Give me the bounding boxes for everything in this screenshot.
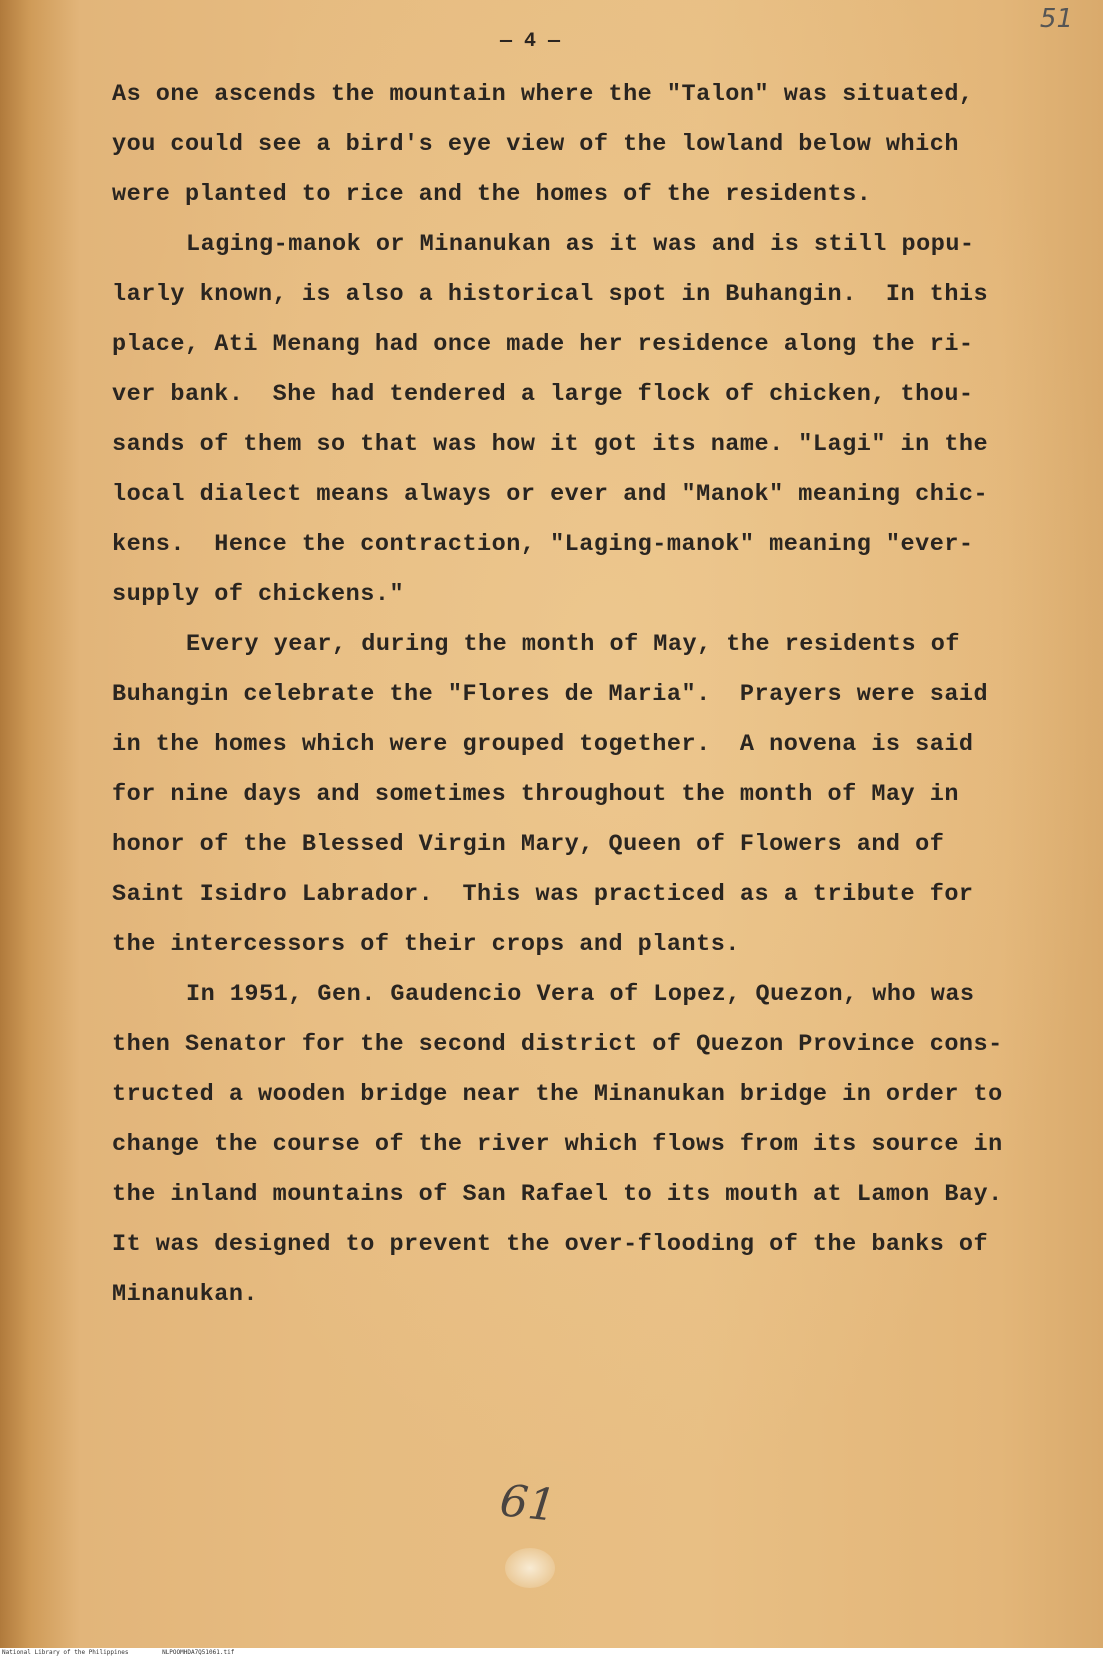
text-line: Minanukan. [112, 1281, 259, 1308]
text-line: Laging-manok or Minanukan as it was and is still popu- [186, 231, 975, 258]
text-line: honor of the Blessed Virgin Mary, Queen of Flowers and of [112, 831, 945, 858]
typewritten-text [112, 70, 1032, 1320]
paragraph-4 [112, 970, 1032, 1320]
text-line: As one ascends the mountain where the "Talon" was situated, [112, 81, 974, 108]
text-line: were planted to rice and the homes of the residents. [112, 181, 872, 208]
file-identifier: NLPOOMHDA7Q51061.tif [162, 1649, 235, 1656]
text-line: Buhangin celebrate the "Flores de Maria". Prayers were said [112, 681, 989, 708]
library-credit: National Library of the Philippines [2, 1649, 129, 1656]
archive-footer [0, 1648, 1103, 1658]
paragraph-3 [112, 620, 1032, 970]
text-line: In 1951, Gen. Gaudencio Vera of Lopez, Quezon, who was [186, 981, 975, 1008]
text-line: larly known, is also a historical spot in Buhangin. In this [112, 281, 989, 308]
text-line: It was designed to prevent the over-flooding of the banks of [112, 1231, 989, 1258]
paragraph-2 [112, 220, 1032, 620]
text-line: supply of chickens." [112, 581, 405, 608]
text-line: sands of them so that was how it got its name. "Lagi" in the [112, 431, 989, 458]
text-line: kens. Hence the contraction, "Laging-manok" meaning "ever- [112, 531, 974, 558]
text-line: for nine days and sometimes throughout the month of May in [112, 781, 959, 808]
text-line: you could see a bird's eye view of the lowland below which [112, 131, 959, 158]
text-line: local dialect means always or ever and "Manok" meaning chic- [112, 481, 989, 508]
page-corner-number: 51 [1039, 4, 1073, 34]
text-line: ver bank. She had tendered a large flock of chicken, thou- [112, 381, 974, 408]
page-number-ornament: — 4 — [500, 30, 561, 53]
text-line: the inland mountains of San Rafael to its mouth at Lamon Bay. [112, 1181, 1003, 1208]
text-line: tructed a wooden bridge near the Minanukan bridge in order to [112, 1081, 1003, 1108]
paragraph-1 [112, 70, 1032, 220]
text-line: change the course of the river which flows from its source in [112, 1131, 1003, 1158]
handwritten-page-number: 61 [497, 1475, 559, 1532]
text-line: in the homes which were grouped together. A novena is said [112, 731, 974, 758]
text-line: Saint Isidro Labrador. This was practiced as a tribute for [112, 881, 974, 908]
text-line: then Senator for the second district of Quezon Province cons- [112, 1031, 1003, 1058]
text-line: place, Ati Menang had once made her residence along the ri- [112, 331, 974, 358]
text-line: the intercessors of their crops and plants. [112, 931, 740, 958]
faded-stamp [505, 1548, 555, 1588]
text-line: Every year, during the month of May, the residents of [186, 631, 960, 658]
